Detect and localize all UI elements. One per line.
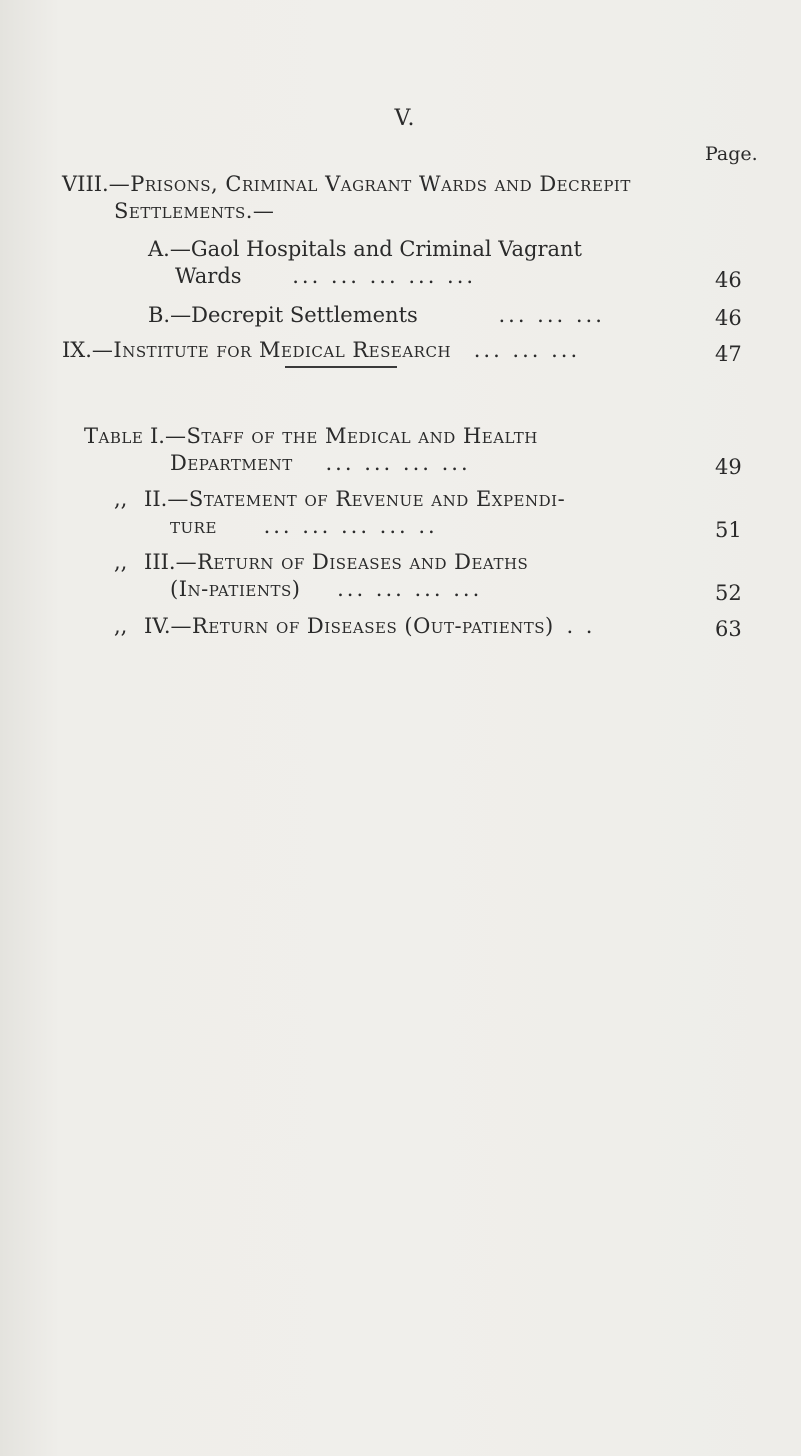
leader-dots: . . (566, 614, 596, 638)
subitem-a-line1: A.—Gaol Hospitals and Criminal Vagrant (148, 237, 582, 261)
page-number: 46 (715, 306, 742, 330)
table-prefix: ,, (114, 614, 128, 638)
page-number: 63 (715, 617, 742, 641)
folio: V. (394, 106, 416, 131)
leader-dots: ... ... ... ... .. (263, 514, 438, 538)
table-numeral: III. (144, 550, 176, 574)
leader-dots: ... ... ... ... (325, 451, 471, 475)
section-ix-title: —Institute for Medical Research (91, 338, 452, 362)
table-numeral: IV. (144, 614, 171, 638)
table-ii-entry: ,, II.—Statement of Revenue and Expendi- (114, 487, 566, 511)
table-ii-line2: ture ... ... ... ... .. (170, 514, 438, 538)
page-number: 51 (715, 518, 742, 542)
section-viii-title-line1: —Prisons, Criminal Vagrant Wards and Decrepit (108, 172, 631, 196)
page-number: 49 (715, 455, 742, 479)
section-ix-numeral: IX. (62, 338, 92, 362)
table-iv-entry: ,, IV.—Return of Diseases (Out-patients) . . (114, 614, 596, 638)
page-number: 52 (715, 581, 742, 605)
divider-rule (285, 366, 397, 368)
section-ix (62, 338, 580, 362)
table-numeral: II. (144, 487, 168, 511)
table-iii-line2: (In-patients) ... ... ... ... (170, 577, 483, 601)
leader-dots: ... ... ... ... (337, 577, 483, 601)
page-number: 46 (715, 268, 742, 292)
section-viii-numeral: VIII. (62, 172, 109, 196)
page-column-heading: Page. (705, 143, 758, 165)
section-viii-title (62, 172, 631, 196)
page-number: 47 (715, 342, 742, 366)
table-i-line2: Department ... ... ... ... (170, 451, 471, 475)
table-i-entry: Table I.—Staff of the Medical and Health (84, 424, 538, 448)
table-prefix: ,, (114, 487, 128, 511)
table-numeral: I. (149, 424, 165, 448)
table-prefix: ,, (114, 550, 128, 574)
subitem-b: B.—Decrepit Settlements ... ... ... (148, 303, 605, 327)
subitem-a-line2: Wards ... ... ... ... ... (175, 264, 477, 288)
table-prefix: Table (84, 424, 144, 448)
leader-dots: ... ... ... (473, 338, 581, 362)
leader-dots: ... ... ... (498, 303, 605, 327)
section-viii-title-line2: Settlements.— (114, 199, 275, 223)
leader-dots: ... ... ... ... ... (292, 264, 477, 288)
table-iii-entry: ,, III.—Return of Diseases and Deaths (114, 550, 529, 574)
